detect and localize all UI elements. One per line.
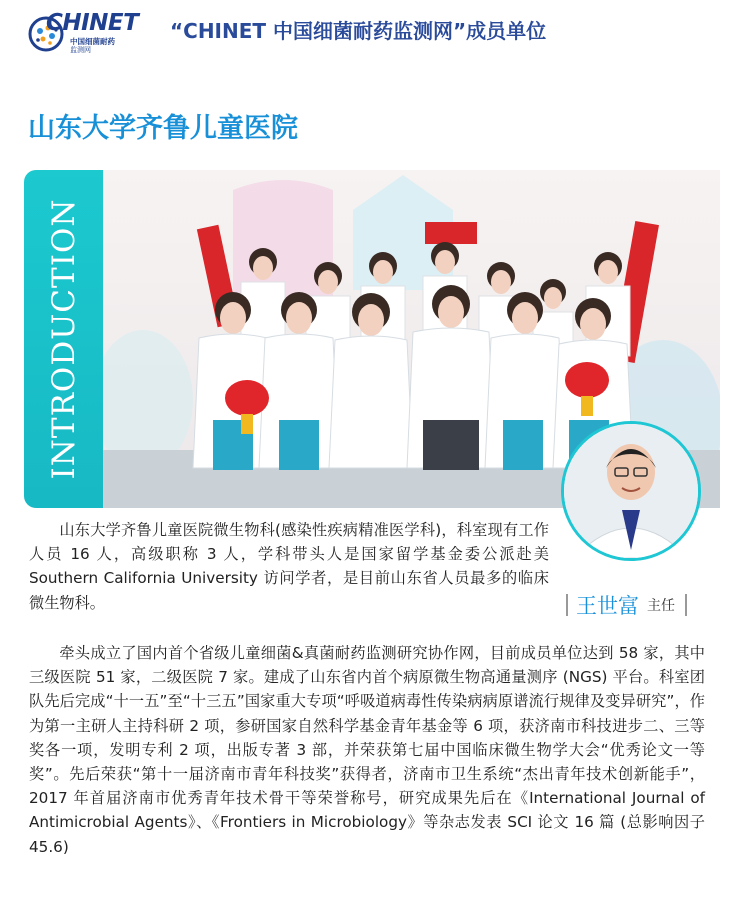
intro-paragraph-1: 山东大学齐鲁儿童医院微生物科(感染性疾病精准医学科)，科室现有工作人员 16 人，高级职称 3 人，学科带头人是国家留学基金委公派赴美 Southern California University 访问学者，是目前山东省人员最多的临床微生物科。 [29, 521, 549, 612]
director-title: 主任 [647, 598, 675, 614]
header [0, 0, 752, 62]
director-portrait [561, 421, 701, 561]
header-title: “CHINET 中国细菌耐药监测网”成员单位 [170, 19, 547, 43]
hospital-title: 山东大学齐鲁儿童医院 [28, 113, 298, 144]
divider-left [566, 594, 568, 616]
intro-paragraph-2: 牵头成立了国内首个省级儿童细菌&真菌耐药监测研究协作网，目前成员单位达到 58 家，其中三级医院 51 家，二级医院 7 家。建成了山东省内首个病原微生物高通量测序 (NGS) 平台。科室团队先后完成“十一五”至“十三五”国家重大专项“呼吸道病毒性传染病病原谱流行规律及变异研究”，作为第一主研人主持科研 2 项，参研国家自然科学基金青年基金等 6 项，获济南市科技进步二、三等奖各一项，发明专利 2 项，出版专著 3 部，并荣获第七届中国临床微生物学大会“优秀论文一等奖”。先后荣获“第十一届济南市青年科技奖”获得者，济南市卫生系统“杰出青年技术创新能手”，2017 年首届济南市优秀青年技术骨干等荣誉称号，研究成果先后在《International Journal of Antimicrobial Agents》、《Frontiers in Microbiology》等杂志发表 SCI 论文 16 篇 (总影响因子 45.6) [29, 644, 705, 856]
director-caption [566, 590, 687, 620]
logo-subtitle-2: 监测网 [70, 46, 91, 54]
logo-subtitle: 中国细菌耐药 [70, 37, 115, 46]
introduction-tab [24, 170, 103, 508]
logo-wordmark: CHINET [46, 10, 139, 36]
introduction-label: INTRODUCTION [45, 198, 82, 480]
director-portrait-illustration [564, 424, 698, 558]
chinet-logo [26, 10, 148, 54]
divider-right [685, 594, 687, 616]
director-name: 王世富 [576, 594, 639, 618]
